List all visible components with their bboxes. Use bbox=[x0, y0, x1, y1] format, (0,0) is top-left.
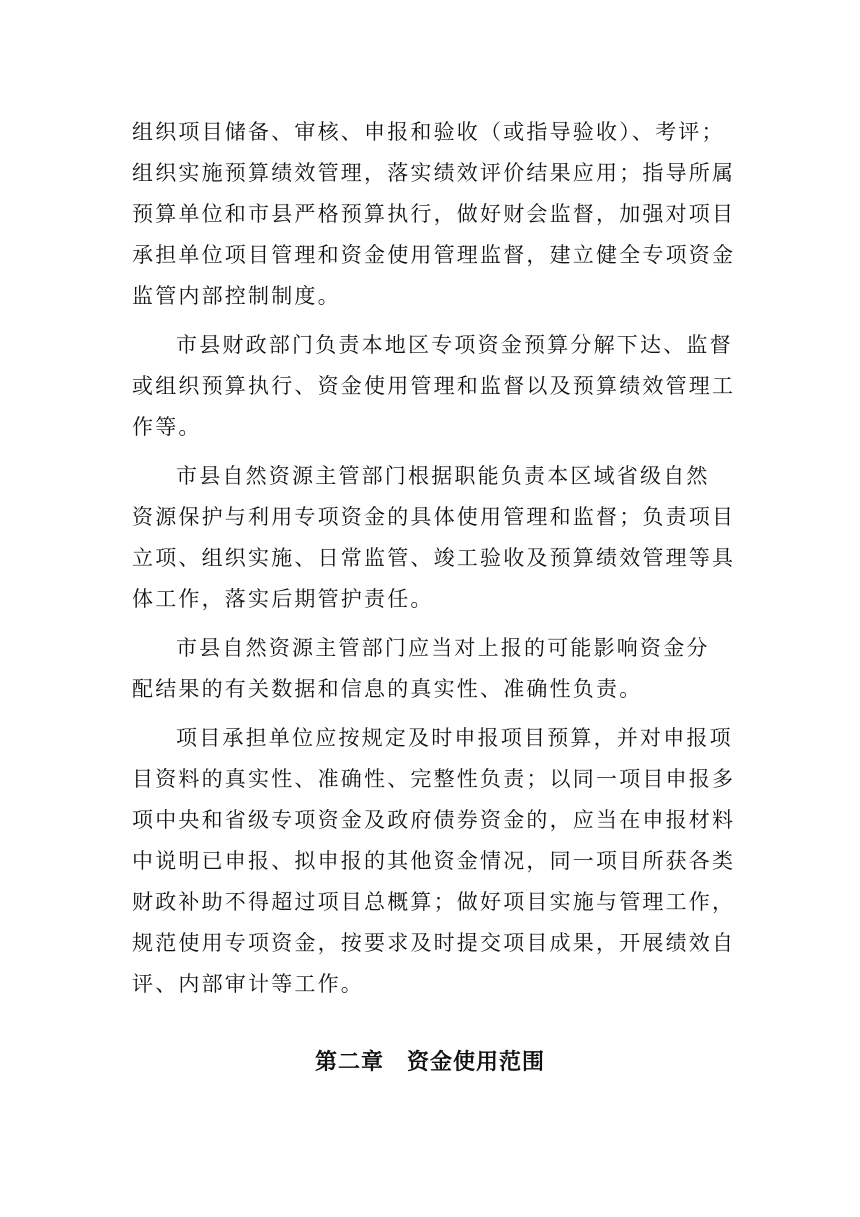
text-line: 组织实施预算绩效管理，落实绩效评价结果应用；指导所属 bbox=[132, 161, 736, 185]
text-line: 监管内部控制制度。 bbox=[132, 284, 341, 308]
text-line: 规范使用专项资金，按要求及时提交项目成果，开展绩效自 bbox=[132, 931, 736, 955]
text-line: 作等。 bbox=[132, 415, 202, 439]
paragraph bbox=[132, 628, 732, 710]
text-line: 市县自然资源主管部门根据职能负责本区域省级自然 bbox=[176, 464, 710, 488]
text-line: 立项、组织实施、日常监管、竣工验收及预算绩效管理等具 bbox=[132, 546, 736, 570]
text-line: 或组织预算执行、资金使用管理和监督以及预算绩效管理工 bbox=[132, 374, 736, 398]
text-line: 评、内部审计等工作。 bbox=[132, 972, 364, 996]
text-line: 财政补助不得超过项目总概算；做好项目实施与管理工作， bbox=[132, 890, 736, 914]
paragraph bbox=[132, 456, 736, 620]
paragraph-gap bbox=[132, 448, 732, 456]
paragraph bbox=[132, 718, 736, 1005]
paragraph-gap bbox=[132, 710, 732, 718]
text-line: 组织项目储备、审核、申报和验收（或指导验收）、考评； bbox=[132, 120, 725, 144]
text-line: 中说明已申报、拟申报的其他资金情况，同一项目所获各类 bbox=[132, 849, 736, 873]
text-line: 配结果的有关数据和信息的真实性、准确性负责。 bbox=[132, 677, 643, 701]
text-line: 资源保护与利用专项资金的具体使用管理和监督；负责项目 bbox=[132, 505, 736, 529]
text-line: 市县财政部门负责本地区专项资金预算分解下达、监督 bbox=[176, 333, 733, 357]
paragraph bbox=[132, 325, 736, 448]
paragraph bbox=[132, 112, 736, 317]
text-line: 目资料的真实性、准确性、完整性负责；以同一项目申报多 bbox=[132, 767, 736, 791]
paragraph-gap bbox=[132, 317, 732, 325]
paragraph-gap bbox=[132, 620, 732, 628]
chapter-title: 第二章 资金使用范围 bbox=[314, 1050, 545, 1075]
text-line: 承担单位项目管理和资金使用管理监督，建立健全专项资金 bbox=[132, 243, 736, 267]
body-text bbox=[132, 112, 736, 1005]
text-line: 体工作，落实后期管护责任。 bbox=[132, 587, 434, 611]
text-line: 项中央和省级专项资金及政府债券资金的，应当在申报材料 bbox=[132, 808, 736, 832]
text-line: 项目承担单位应按规定及时申报项目预算，并对申报项 bbox=[176, 726, 733, 750]
text-line: 预算单位和市县严格预算执行，做好财会监督，加强对项目 bbox=[132, 202, 736, 226]
text-line: 市县自然资源主管部门应当对上报的可能影响资金分 bbox=[176, 636, 710, 660]
